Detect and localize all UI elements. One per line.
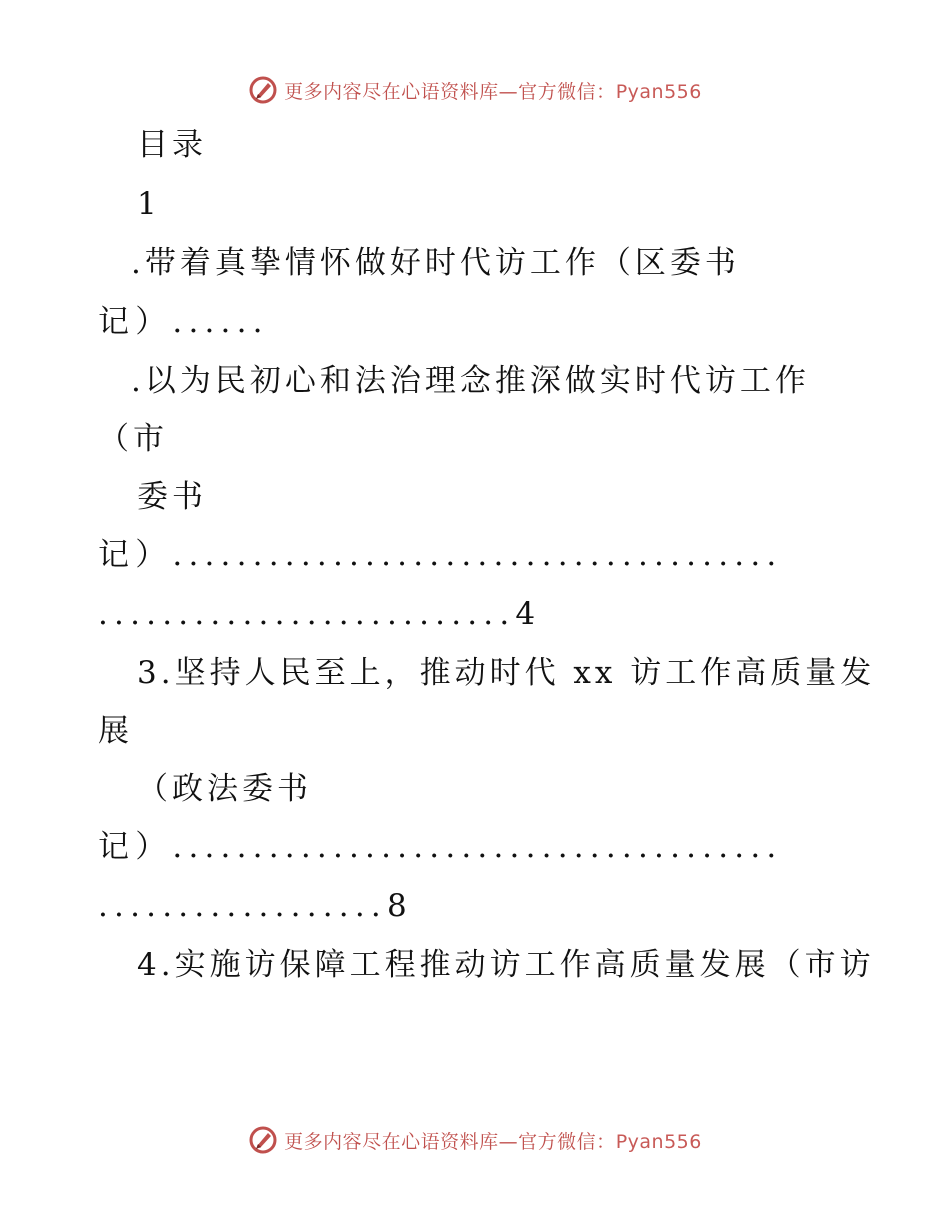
toc-line: 记）...................................... [98,829,783,865]
pen-logo-icon [248,1125,278,1155]
toc-line: （市 [98,421,168,457]
toc-line: 委书 [137,479,207,515]
toc-line: .以为民初心和法治理念推深做实时代访工作 [131,363,810,399]
footer-watermark [0,1120,950,1160]
watermark-text: 更多内容尽在心语资料库—官方微信：Pyan556 [284,80,702,103]
toc-heading: 目录 [137,127,207,163]
toc-line: 4.实施访保障工程推动访工作高质量发展（市访 [137,947,875,983]
header-watermark [0,70,950,110]
toc-line: 记）...................................... [98,537,783,573]
toc-line: ..........................4 [98,596,542,632]
toc-line: 1 [137,186,161,222]
toc-line: .带着真挚情怀做好时代访工作（区委书 [131,245,740,281]
watermark-text: 更多内容尽在心语资料库—官方微信：Pyan556 [284,1130,702,1153]
toc-line: ..................8 [98,888,413,924]
pen-logo-icon [248,75,278,105]
toc-line: 展 [98,713,133,749]
toc-line: （政法委书 [137,771,312,807]
toc-line: 3.坚持人民至上，推动时代 xx 访工作高质量发 [137,655,876,691]
toc-line: 记）...... [98,304,269,340]
